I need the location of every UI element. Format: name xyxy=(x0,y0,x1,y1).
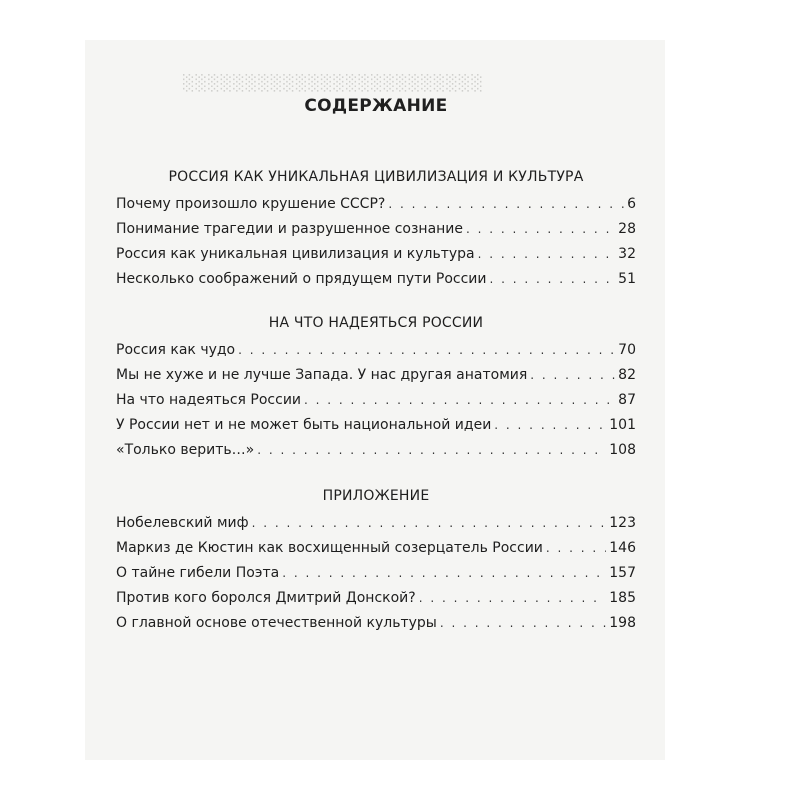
dot-leader xyxy=(494,413,606,438)
entry-title: Почему произошло крушение СССР? xyxy=(116,196,386,212)
toc-heading: СОДЕРЖАНИЕ xyxy=(304,96,448,116)
toc-entry[interactable] xyxy=(116,192,636,217)
toc-entry[interactable] xyxy=(116,363,636,388)
toc-entry[interactable] xyxy=(116,561,636,586)
dot-leader xyxy=(238,338,615,363)
dot-leader xyxy=(489,267,615,292)
entry-page: 198 xyxy=(609,615,636,631)
toc-entry[interactable] xyxy=(116,536,636,561)
entry-page: 146 xyxy=(609,540,636,556)
entry-title: Нобелевский миф xyxy=(116,515,249,531)
book-page xyxy=(85,40,665,760)
table-of-contents xyxy=(116,96,636,658)
entry-page: 51 xyxy=(618,271,636,287)
toc-section-2 xyxy=(116,314,636,463)
entry-title: О тайне гибели Поэта xyxy=(116,565,280,581)
entry-page: 28 xyxy=(618,221,636,237)
toc-entry[interactable] xyxy=(116,242,636,267)
toc-entry[interactable] xyxy=(116,511,636,536)
entry-title: О главной основе отечественной культуры xyxy=(116,615,437,631)
entry-page: 123 xyxy=(609,515,636,531)
section-title: НА ЧТО НАДЕЯТЬСЯ РОССИИ xyxy=(268,315,484,331)
dot-leader xyxy=(282,561,606,586)
entry-page: 101 xyxy=(609,417,636,433)
entry-page: 87 xyxy=(618,392,636,408)
toc-entry[interactable] xyxy=(116,438,636,463)
dot-leader xyxy=(530,363,615,388)
section-title: РОССИЯ КАК УНИКАЛЬНАЯ ЦИВИЛИЗАЦИЯ И КУЛЬТУРА xyxy=(168,169,584,185)
dot-leader xyxy=(257,438,606,463)
dot-leader xyxy=(478,242,616,267)
toc-section-3 xyxy=(116,487,636,636)
toc-entry[interactable] xyxy=(116,586,636,611)
entry-title: Понимание трагедии и разрушенное сознание xyxy=(116,221,464,237)
toc-entry[interactable] xyxy=(116,338,636,363)
dot-leader xyxy=(252,511,607,536)
toc-entry[interactable] xyxy=(116,611,636,636)
dot-leader xyxy=(440,611,606,636)
toc-entry[interactable] xyxy=(116,388,636,413)
entry-page: 32 xyxy=(618,246,636,262)
entry-page: 70 xyxy=(618,342,636,358)
dot-leader xyxy=(419,586,607,611)
dot-leader xyxy=(546,536,606,561)
dot-leader xyxy=(466,217,615,242)
toc-entry[interactable] xyxy=(116,267,636,292)
show-through-text: ░░░░░░░░░░░░░░░░░░░░░░░░ xyxy=(183,74,484,92)
entry-title: Россия как чудо xyxy=(116,342,236,358)
entry-title: Мы не хуже и не лучше Запада. У нас другая анатомия xyxy=(116,367,528,383)
entry-title: Маркиз де Кюстин как восхищенный созерцатель России xyxy=(116,540,543,556)
entry-title: «Только верить…» xyxy=(116,442,255,458)
entry-title: Россия как уникальная цивилизация и культура xyxy=(116,246,475,262)
dot-leader xyxy=(388,192,624,217)
toc-section-1 xyxy=(116,168,636,292)
entry-title: Против кого боролся Дмитрий Донской? xyxy=(116,590,416,606)
dot-leader xyxy=(304,388,615,413)
entry-title: У России нет и не может быть национальной идеи xyxy=(116,417,492,433)
entry-page: 108 xyxy=(609,442,636,458)
entry-page: 157 xyxy=(609,565,636,581)
toc-entry[interactable] xyxy=(116,217,636,242)
section-title: ПРИЛОЖЕНИЕ xyxy=(322,488,430,504)
entry-title: Несколько соображений о прядущем пути России xyxy=(116,271,487,287)
entry-title: На что надеяться России xyxy=(116,392,302,408)
toc-entry[interactable] xyxy=(116,413,636,438)
entry-page: 6 xyxy=(627,196,636,212)
entry-page: 82 xyxy=(618,367,636,383)
entry-page: 185 xyxy=(609,590,636,606)
